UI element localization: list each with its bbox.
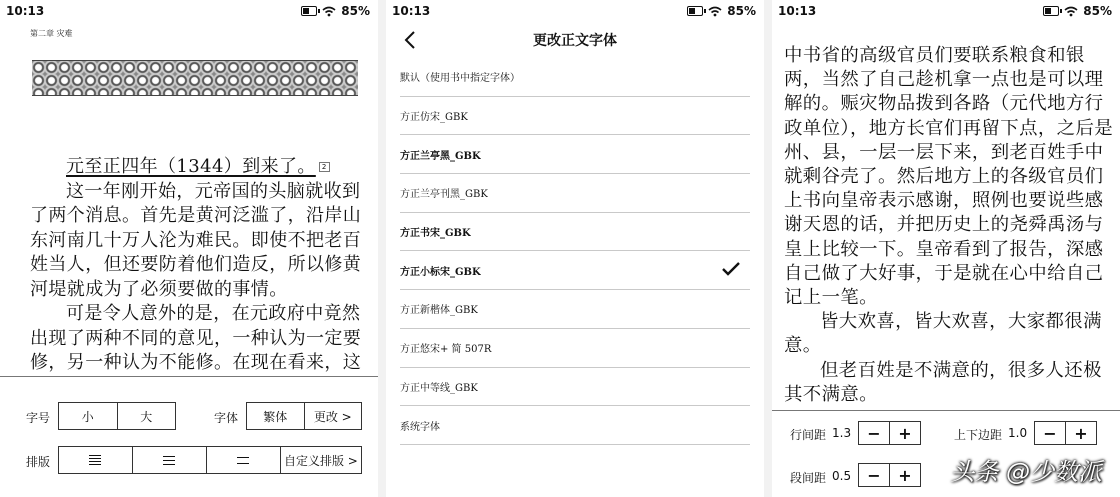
font-size-label: 字号 [26, 411, 51, 425]
font-option[interactable] [400, 213, 750, 252]
paragraph: 但老百姓是不满意的，很多人还极其不满意。 [784, 359, 1102, 405]
status-bar [386, 0, 764, 22]
paragraph [784, 407, 1114, 408]
dense-lines-icon [89, 455, 101, 465]
line-spacing-decrease-button[interactable]: − [859, 422, 890, 444]
reading-text[interactable] [30, 155, 364, 400]
chapter-ornament [32, 60, 358, 96]
font-option[interactable] [400, 329, 750, 368]
headline-paragraph [30, 155, 364, 180]
font-list [386, 58, 764, 445]
paragraph: 皆大欢喜，皆大欢喜，大家都很满意。 [784, 311, 1102, 357]
checkmark-icon [722, 262, 740, 276]
reader-screen-font-panel [0, 0, 378, 497]
paragraph: 这一年刚开始，元帝国的头脑就收到了两个消息。首先是黄河泛滥了，沿岸山东河南几十万人沦为难民。即使不把老百姓当人，但还要防着他们造反，所以修黄河堤就成为了必须要做的事情。 [30, 180, 362, 300]
watermark: 头条 @少数派 [950, 458, 1102, 486]
normal-lines-icon [163, 456, 175, 465]
font-option-label: 方正书宋_GBK [400, 228, 471, 240]
font-option-label: 默认（使用书中指定字体） [400, 73, 520, 85]
change-font-button[interactable]: 更改 > [313, 409, 352, 424]
font-option-label: 方正兰亭刊黑_GBK [400, 189, 488, 201]
reader-screen-layout-panel [772, 0, 1120, 497]
clock: 10:13 [6, 4, 45, 18]
battery-icon [687, 6, 703, 16]
wifi-icon [322, 6, 336, 17]
font-size-control [58, 402, 176, 430]
layout-loose-button[interactable] [207, 447, 281, 473]
line-spacing-stepper [858, 421, 921, 445]
margin-increase-button[interactable]: + [1074, 423, 1088, 443]
font-option[interactable] [400, 368, 750, 407]
layout-normal-button[interactable] [133, 447, 207, 473]
font-picker-screen [386, 0, 764, 497]
loose-lines-icon [237, 457, 249, 464]
line-spacing-value: 1.3 [832, 426, 852, 440]
layout-control [58, 446, 362, 474]
wifi-icon [708, 6, 722, 17]
font-larger-button[interactable]: 大 [140, 409, 153, 424]
font-label: 字体 [214, 411, 239, 425]
line-spacing-label: 行间距 [790, 428, 827, 442]
battery-percent: 85% [341, 4, 370, 18]
nav-bar [386, 22, 764, 58]
font-option-label: 方正仿宋_GBK [400, 112, 468, 124]
battery-icon [1043, 6, 1059, 16]
traditional-chinese-button[interactable]: 繁体 [247, 403, 305, 429]
font-control [246, 402, 362, 430]
font-option-label: 方正中等线_GBK [400, 382, 478, 394]
font-option-label: 方正新楷体_GBK [400, 305, 478, 317]
margin-stepper [1034, 421, 1097, 445]
font-option-label: 系统字体 [400, 421, 440, 433]
battery-percent: 85% [1083, 4, 1112, 18]
font-option-label: 方正小标宋_GBK [400, 266, 481, 278]
status-bar [0, 0, 378, 22]
clock: 10:13 [778, 4, 817, 18]
line-spacing-increase-button[interactable]: + [898, 423, 912, 443]
font-option[interactable] [400, 135, 750, 174]
font-option[interactable] [400, 251, 750, 290]
custom-layout-button[interactable]: 自定义排版 > [283, 453, 358, 468]
margin-label: 上下边距 [954, 428, 1003, 442]
font-option-label: 方正悠宋+ 简 507R [400, 344, 492, 356]
clock: 10:13 [392, 4, 431, 18]
chapter-title: 第二章 灾难 [30, 29, 73, 38]
page-title: 更改正文字体 [533, 33, 617, 49]
paragraph-spacing-increase-button[interactable]: + [898, 465, 912, 485]
font-option[interactable] [400, 174, 750, 213]
paragraph-spacing-stepper [858, 463, 921, 487]
font-option[interactable] [400, 97, 750, 136]
wifi-icon [1064, 6, 1078, 17]
margin-decrease-button[interactable]: − [1035, 422, 1066, 444]
battery-percent: 85% [727, 4, 756, 18]
paragraph: 中书省的高级官员们要联系粮食和银两，当然了自己趁机拿一点也是可以理解的。赈灾物品拨到各路（元代地方行政单位），地方长官们再留下点，之后是州、县，一层一层下来，到老百姓手中就剩谷壳了。然后地方上的各级官员们上书向皇帝表示感谢，照例也要说些感谢天恩的话，并把历史上的尧舜禹汤与皇上比较一下。皇帝看到了报告，深感自己做了大好事，于是就在心中给自己记上一笔。 [784, 45, 1114, 309]
reading-text[interactable] [784, 44, 1114, 408]
margin-value: 1.0 [1008, 426, 1028, 440]
font-option[interactable] [400, 406, 750, 445]
paragraph-spacing-decrease-button[interactable]: − [859, 464, 890, 486]
status-bar [772, 0, 1120, 22]
paragraph: 可是令人意外的是，在元政府中竟然出现了两种不同的意见，一种认为一定要修，另一种认为不能修。在现在看来，这 [30, 303, 362, 373]
font-smaller-button[interactable]: 小 [59, 403, 118, 429]
layout-dense-button[interactable] [59, 447, 133, 473]
headline: 元至正四年（1344）到来了。 [66, 156, 316, 177]
layout-label: 排版 [26, 455, 51, 469]
battery-icon [301, 6, 317, 16]
paragraph-spacing-label: 段间距 [790, 471, 827, 485]
paragraph-spacing-value: 0.5 [832, 469, 852, 483]
font-option-label: 方正兰亭黑_GBK [400, 150, 481, 162]
font-option[interactable] [400, 290, 750, 329]
font-option[interactable] [400, 58, 750, 97]
typography-panel [0, 376, 378, 497]
footnote-ref[interactable]: 2 [319, 162, 330, 172]
